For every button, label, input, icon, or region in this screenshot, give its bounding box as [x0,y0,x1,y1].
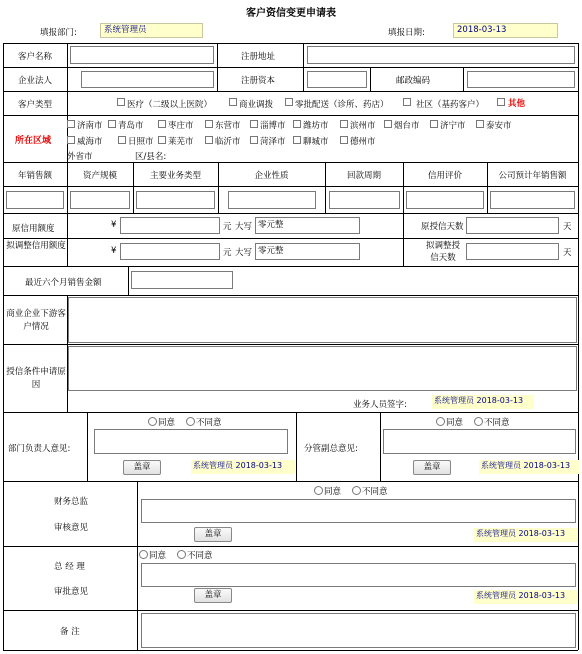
dept-head-opinion-input[interactable] [94,429,288,454]
type-other-checkbox[interactable] [497,98,505,106]
remark-input[interactable] [141,613,576,648]
type-community-label: 社区（基药客户） [416,100,485,110]
finance-signature: 系统管理员 2018-03-13 [474,528,578,542]
city-row2-checkbox-3[interactable] [205,136,213,144]
dept-head-signature: 系统管理员 2018-03-13 [191,460,295,474]
reg-capital-input[interactable] [307,71,367,88]
city-row2-checkbox-6[interactable] [340,136,348,144]
orig-days-label: 原授信天数 [421,222,464,232]
city-row2-label-0: 威海市 [77,137,103,147]
new-credit-capital-field[interactable]: 零元整 [255,243,360,260]
deputy-agree-label: 同意 [446,418,464,428]
city-row1-label-2: 枣庄市 [168,121,194,131]
date-label: 填报日期: [388,28,425,38]
reg-capital-label: 注册资本 [241,76,276,86]
city-row1-checkbox-0[interactable] [67,120,75,128]
recent-sales-label: 最近六个月销售金额 [25,278,102,288]
enterprise-nature-input[interactable] [228,191,316,209]
dept-head-label: 部门负责人意见: [8,444,71,454]
reason-textarea[interactable] [68,346,577,391]
payment-cycle-input[interactable] [329,191,400,209]
type-transfer-checkbox[interactable] [229,98,237,106]
dept-head-disagree-label: 不同意 [196,418,222,428]
business-type-input[interactable] [136,191,215,209]
orig-days-input[interactable] [466,217,559,234]
reg-address-input[interactable] [307,46,575,64]
header-expected-sales: 公司预计年销售额 [498,171,567,181]
deputy-signature: 系统管理员 2018-03-13 [479,460,579,474]
header-annual-sales: 年销售额 [17,171,52,181]
orig-credit-input[interactable] [120,217,220,234]
yuan-unit-2: 元 [223,248,232,258]
downstream-label: 商业企业下游客户情况 [6,309,66,332]
new-days-unit: 天 [563,248,572,258]
deputy-agree-radio[interactable] [436,417,445,426]
header-payment-cycle: 回款周期 [346,171,381,181]
zip-label: 邮政编码 [396,76,431,86]
region-label: 所在区域 [15,136,52,146]
deputy-label: 分管副总意见: [304,444,358,454]
dept-label: 填报部门: [40,28,77,38]
city-row1-label-6: 滨州市 [350,121,376,131]
type-retail-label: 零批配送（诊所、药店） [295,100,389,110]
deputy-disagree-label: 不同意 [484,418,510,428]
city-row1-checkbox-8[interactable] [430,120,438,128]
city-row1-label-1: 青岛市 [118,121,144,131]
city-row1-label-5: 潍坊市 [303,121,329,131]
city-row1-label-8: 济宁市 [440,121,466,131]
yen-symbol-2: ¥ [111,246,117,256]
credit-rating-input[interactable] [406,191,484,209]
signer-label: 业务人员签字: [353,400,407,410]
city-row1-checkbox-1[interactable] [108,120,116,128]
capital-label: 大写 [235,222,253,232]
gm-disagree-label: 不同意 [187,551,213,561]
header-asset-scale: 资产规模 [82,171,117,181]
city-row2-label-4: 菏泽市 [260,137,286,147]
orig-credit-capital-field[interactable]: 零元整 [255,217,360,234]
dept-head-agree-label: 同意 [158,418,176,428]
city-row1-checkbox-9[interactable] [476,120,484,128]
finance-stamp-button[interactable]: 盖章 [194,527,232,542]
city-row1-label-3: 东营市 [215,121,241,131]
deputy-opinion-input[interactable] [383,429,576,454]
new-days-input[interactable] [466,243,559,260]
gm-label-2: 审批意见 [54,587,89,597]
asset-scale-input[interactable] [70,191,130,209]
gm-label-1: 总 经 理 [54,562,85,572]
dept-head-disagree-radio[interactable] [186,417,195,426]
type-transfer-label: 商业调拨 [239,100,274,110]
gm-disagree-radio[interactable] [177,550,186,559]
header-business-type: 主要业务类型 [149,171,201,181]
header-enterprise-nature: 企业性质 [254,171,289,181]
new-days-label: 拟调整授信天数 [425,241,460,263]
legal-person-label: 企业法人 [18,76,53,86]
annual-sales-input[interactable] [6,191,64,209]
city-row2-label-3: 临沂市 [215,137,241,147]
orig-days-unit: 天 [563,222,572,232]
city-row1-label-7: 烟台市 [394,121,420,131]
city-row1-checkbox-5[interactable] [293,120,301,128]
city-row1-label-9: 泰安市 [486,121,512,131]
signer-signature: 系统管理员 2018-03-13 [432,395,534,409]
city-row1-checkbox-4[interactable] [250,120,258,128]
type-other-label: 其他 [508,99,526,109]
gm-agree-label: 同意 [149,551,167,561]
city-row2-label-2: 莱芜市 [168,137,194,147]
outside-province-label: 外省市 [67,152,93,162]
finance-opinion-input[interactable] [141,499,576,523]
new-credit-input[interactable] [120,243,220,260]
recent-sales-input[interactable] [131,271,233,289]
city-row2-checkbox-5[interactable] [293,136,301,144]
customer-name-input[interactable] [70,46,214,64]
deputy-disagree-radio[interactable] [474,417,483,426]
customer-type-label: 客户类型 [18,100,53,110]
city-row1-checkbox-6[interactable] [340,120,348,128]
city-row2-checkbox-0[interactable] [67,136,75,144]
gm-stamp-button[interactable]: 盖章 [194,588,232,603]
finance-label-2: 审核意见 [54,523,89,533]
type-community-checkbox[interactable] [403,98,411,106]
customer-name-label: 客户名称 [18,52,53,62]
finance-disagree-label: 不同意 [362,487,388,497]
type-retail-checkbox[interactable] [285,98,293,106]
type-medical-label: 医疗（二级以上医院） [127,100,213,110]
header-credit-rating: 信用评价 [427,171,462,181]
yuan-unit: 元 [223,222,232,232]
finance-disagree-radio[interactable] [352,486,361,495]
city-row1-checkbox-7[interactable] [384,120,392,128]
orig-credit-label: 原信用额度 [12,224,55,234]
legal-person-input[interactable] [81,71,214,88]
dept-head-stamp-button[interactable]: 盖章 [123,460,161,475]
city-row2-checkbox-1[interactable] [118,136,126,144]
finance-agree-radio[interactable] [314,486,323,495]
finance-agree-label: 同意 [324,487,342,497]
city-row2-label-6: 德州市 [350,137,376,147]
city-row2-label-1: 日照市 [128,137,154,147]
gm-opinion-input[interactable] [141,563,576,587]
zip-input[interactable] [467,71,575,88]
deputy-stamp-button[interactable]: 盖章 [413,460,451,475]
capital-label-2: 大写 [235,248,253,258]
type-medical-checkbox[interactable] [117,98,125,106]
city-row1-label-4: 淄博市 [260,121,286,131]
form-title: 客户资信变更申请表 [246,8,336,19]
gm-agree-radio[interactable] [139,550,148,559]
downstream-textarea[interactable] [68,297,577,343]
county-label: 区/县名: [135,152,167,162]
yen-symbol: ¥ [111,220,117,230]
city-row2-label-5: 聊城市 [303,137,329,147]
dept-head-agree-radio[interactable] [148,417,157,426]
city-row1-checkbox-3[interactable] [205,120,213,128]
new-credit-label: 拟调整信用额度 [6,241,66,251]
date-field[interactable]: 2018-03-13 [453,23,558,38]
reg-address-label: 注册地址 [241,52,276,62]
city-row1-checkbox-2[interactable] [158,120,166,128]
finance-label-1: 财务总监 [54,497,89,507]
city-row2-checkbox-4[interactable] [250,136,258,144]
reason-label: 授信条件申请原因 [6,367,66,390]
dept-field[interactable]: 系统管理员 [100,23,203,38]
city-row1-label-0: 济南市 [77,121,103,131]
city-row2-checkbox-2[interactable] [158,136,166,144]
gm-signature: 系统管理员 2018-03-13 [474,590,578,604]
expected-sales-input[interactable] [490,191,575,209]
remark-label: 备 注 [60,627,80,637]
